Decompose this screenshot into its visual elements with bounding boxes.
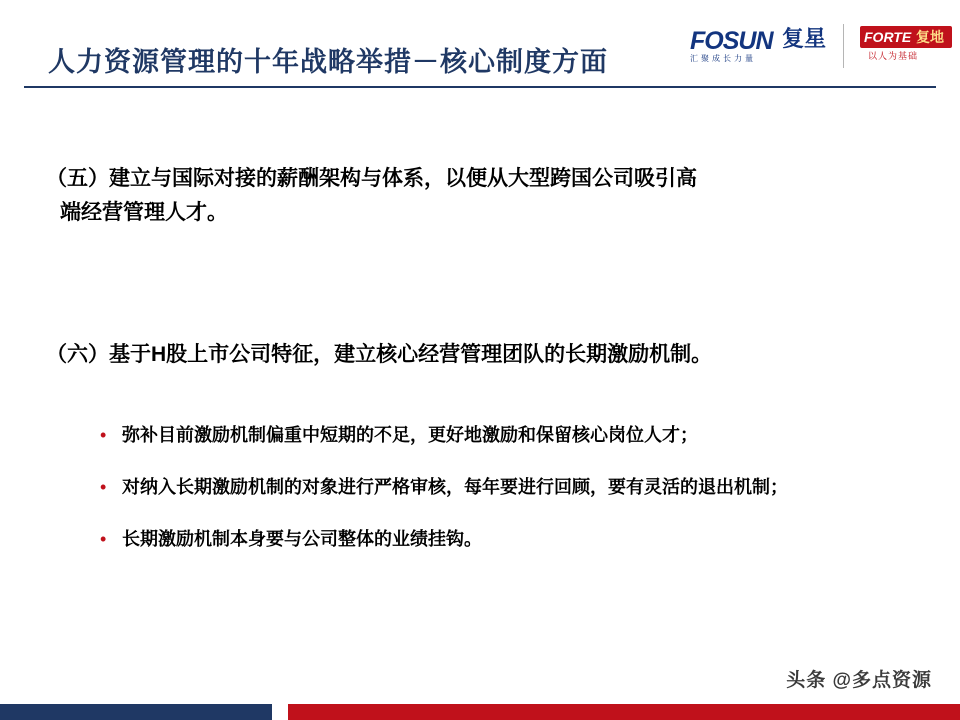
forte-logo bbox=[860, 26, 952, 66]
paragraph-five bbox=[46, 162, 846, 230]
list-item-text: 弥补目前激励机制偏重中短期的不足，更好地激励和保留核心岗位人才； bbox=[122, 425, 698, 445]
bullet-list bbox=[100, 420, 890, 576]
paragraph-five-line2: 端经营管理人才。 bbox=[60, 201, 228, 224]
paragraph-six-line1: （六）基于H股上市公司特征，建立核心经营管理团队的长期激励机制。 bbox=[46, 343, 713, 366]
header-divider bbox=[24, 86, 936, 88]
list-item bbox=[100, 472, 890, 502]
footer-bar-gap bbox=[272, 704, 288, 720]
bullet-dot-icon: • bbox=[100, 477, 107, 497]
bullet-dot-icon: • bbox=[100, 425, 107, 445]
footer-bar-red bbox=[288, 704, 960, 720]
list-item-text: 长期激励机制本身要与公司整体的业绩挂钩。 bbox=[122, 529, 482, 549]
fosun-logo-tagline: 汇聚成长力量 bbox=[690, 54, 756, 63]
list-item-text: 对纳入长期激励机制的对象进行严格审核，每年要进行回顾，要有灵活的退出机制； bbox=[122, 477, 788, 497]
list-item bbox=[100, 420, 890, 450]
logo-divider bbox=[843, 24, 844, 68]
bullet-dot-icon: • bbox=[100, 529, 107, 549]
slide-header bbox=[0, 0, 960, 88]
fosun-logo bbox=[690, 28, 826, 66]
page-title: 人力资源管理的十年战略举措－核心制度方面 bbox=[48, 47, 608, 77]
watermark: 头条 @多点资源 bbox=[786, 670, 932, 691]
slide-footer bbox=[0, 704, 960, 720]
forte-logo-chinese: 复地 bbox=[916, 29, 944, 45]
list-item bbox=[100, 524, 890, 554]
forte-logo-english: FORTE bbox=[864, 29, 912, 45]
footer-bar-blue bbox=[0, 704, 272, 720]
paragraph-six bbox=[46, 338, 896, 372]
fosun-logo-mark: FOSUN bbox=[690, 27, 773, 55]
forte-logo-tagline: 以人为基础 bbox=[868, 51, 919, 61]
fosun-logo-chinese: 复星 bbox=[782, 26, 827, 51]
paragraph-five-line1: （五）建立与国际对接的薪酬架构与体系，以便从大型跨国公司吸引高 bbox=[46, 167, 697, 190]
